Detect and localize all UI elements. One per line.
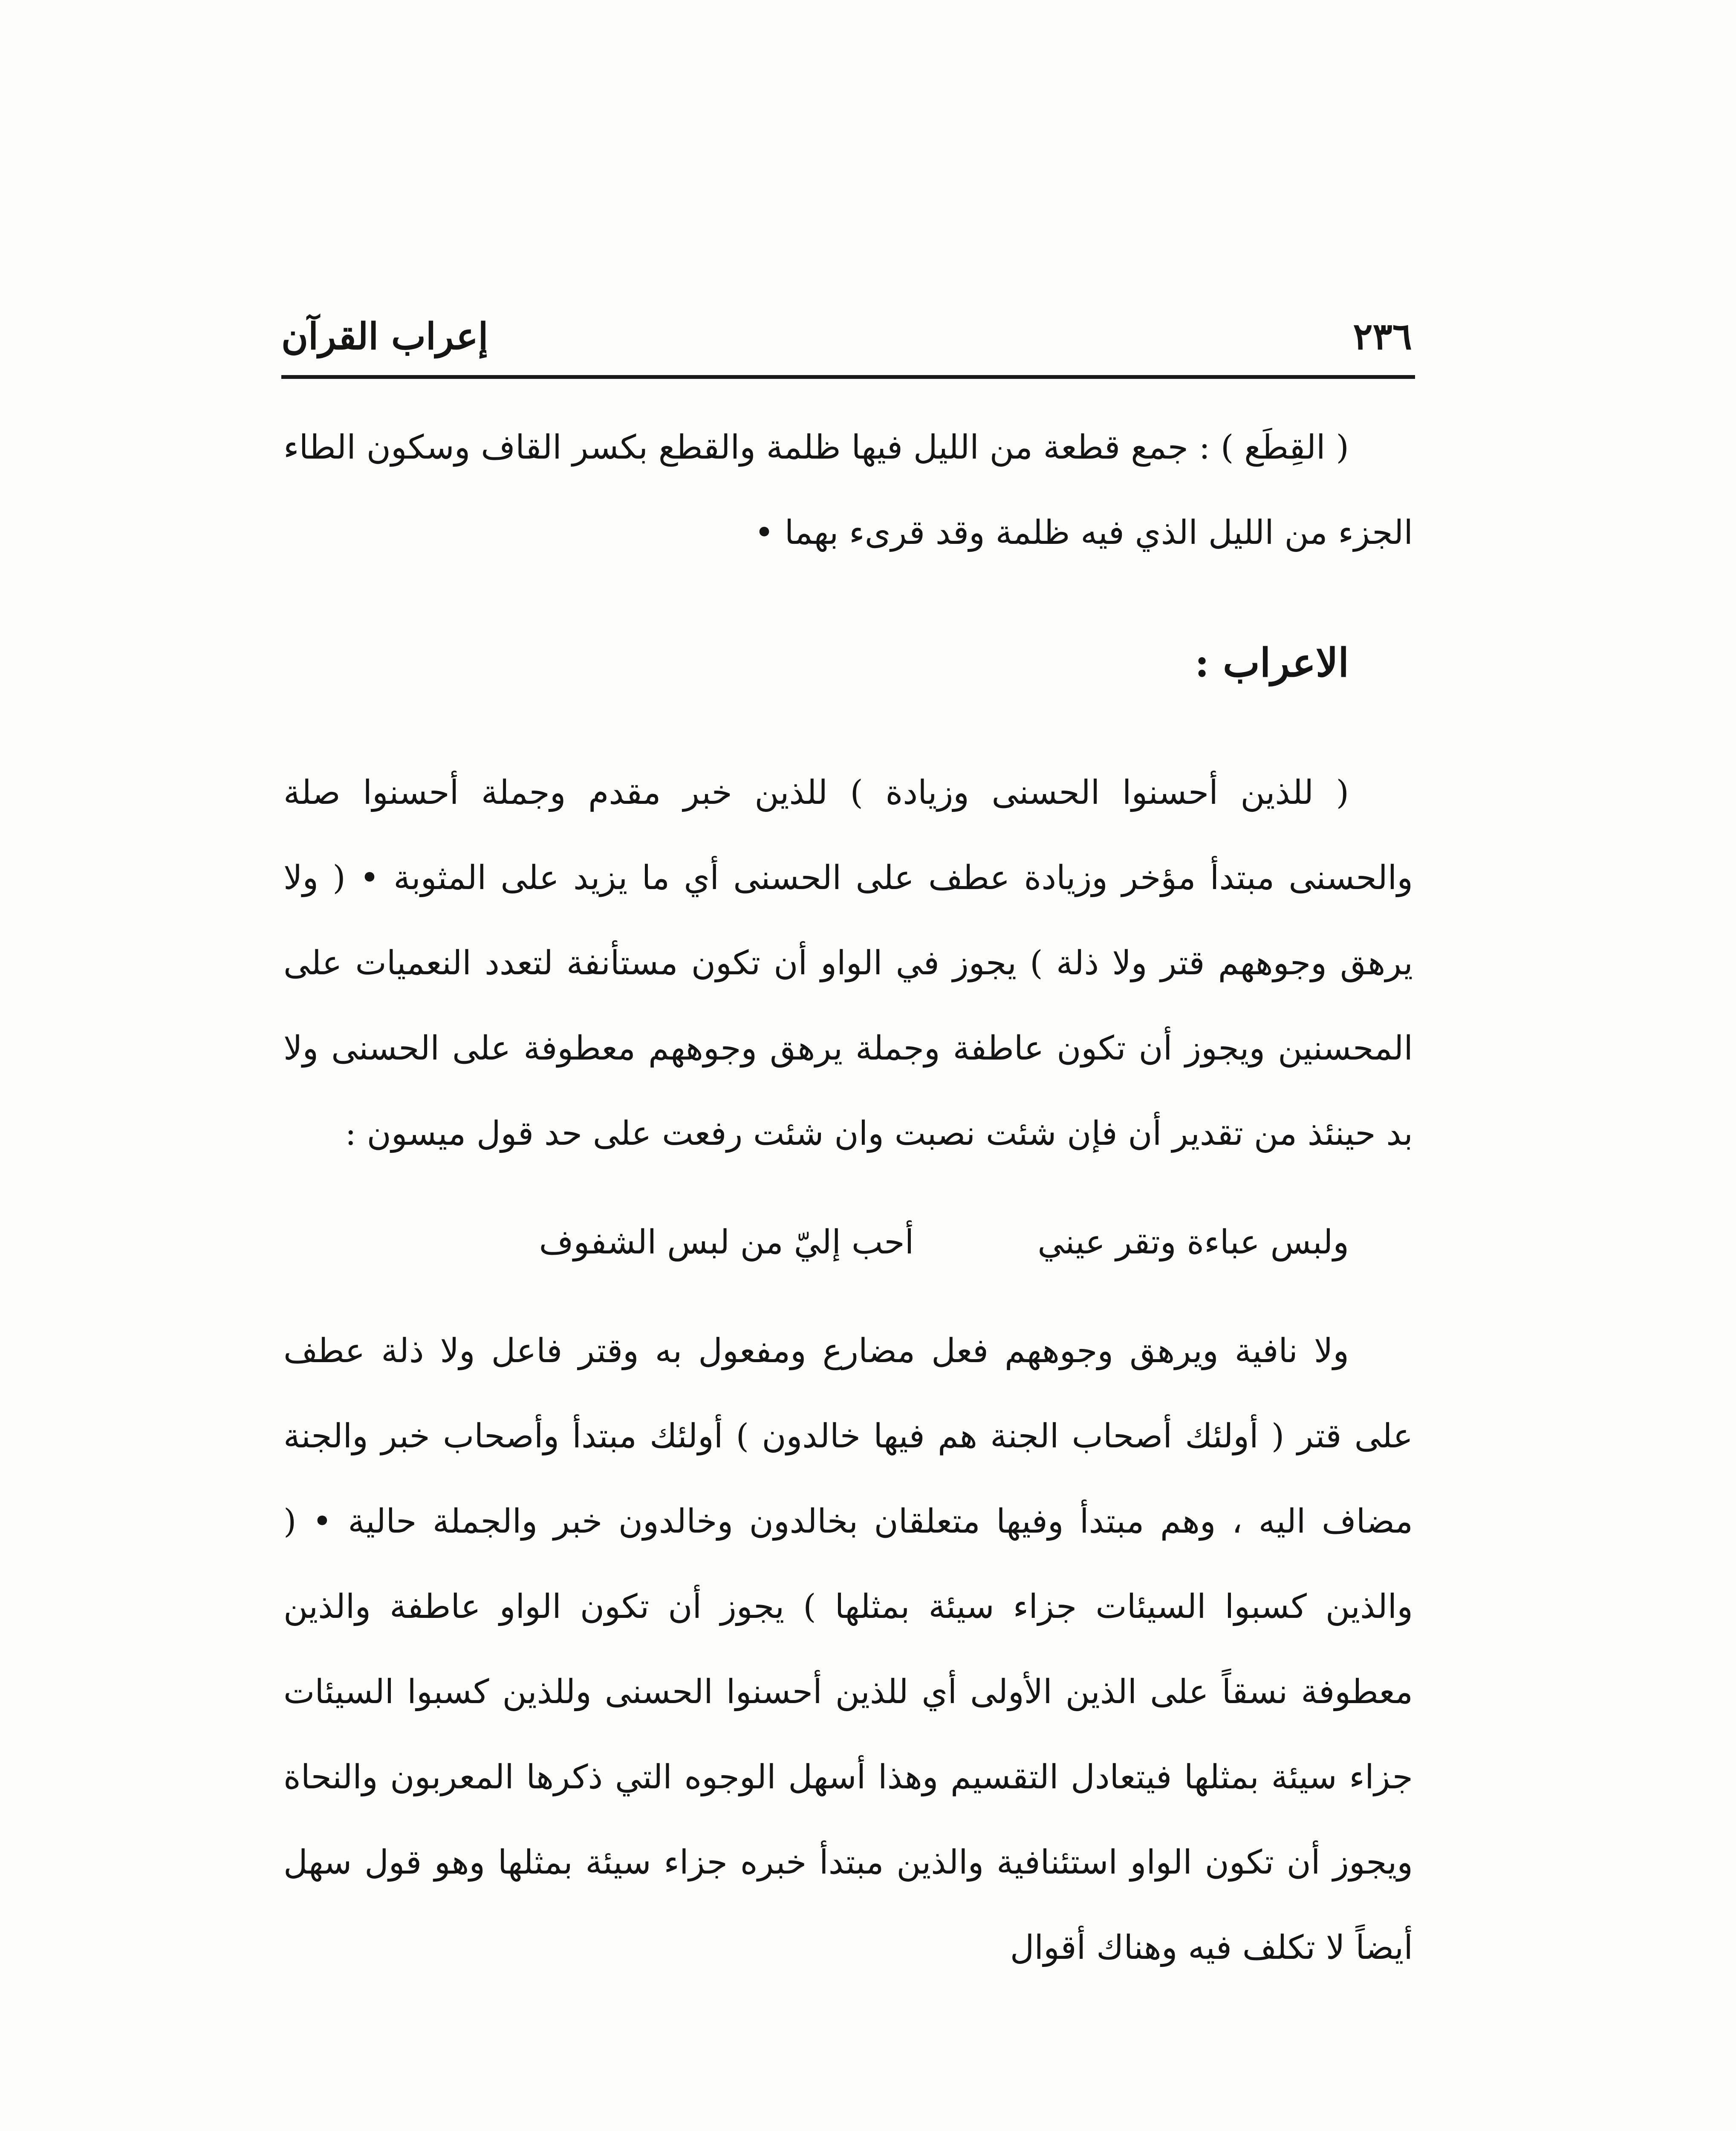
header-divider — [281, 375, 1415, 379]
page-number: ٢٣٦ — [1353, 315, 1412, 358]
verse-second-hemistich: أحب إليّ من لبس الشفوف — [539, 1223, 914, 1262]
parsing-paragraph-1: ( للذين أحسنوا الحسنى وزيادة ) للذين خبر مقدم وجملة أحسنوا صلة والحسنى مبتدأ مؤخر وزيادة عطف على الحسنى أي ما يزيد على المثوبة • ( ولا يرهق وجوههم قتر ولا ذلة ) يجوز في الواو أن تكون مستأنفة لتعدد النعميات على المحسنين ويجوز أن تكون عاطفة وجملة يرهق وجوههم معطوفة على الحسنى ولا بد حينئذ من تقدير أن فإن شئت نصبت وان شئت رفعت على حد قول ميسون : — [283, 774, 1413, 1153]
page-body — [283, 405, 1413, 1990]
book-title: إعراب القرآن — [281, 315, 488, 358]
vocabulary-paragraph: ( القِطَع ) : جمع قطعة من الليل فيها ظلمة والقطع بكسر القاف وسكون الطاء الجزء من الليل الذي فيه ظلمة وقد قرىء بهما • — [283, 428, 1413, 552]
running-header — [281, 298, 1412, 358]
parsing-paragraph-2: ولا نافية ويرهق وجوههم فعل مضارع ومفعول به وقتر فاعل ولا ذلة عطف على قتر ( أولئك أصحاب الجنة هم فيها خالدون ) أولئك مبتدأ وأصحاب خبر والجنة مضاف اليه ، وهم مبتدأ وفيها متعلقان بخالدون وخالدون خبر والجملة حالية • ( والذين كسبوا السيئات جزاء سيئة بمثلها ) يجوز أن تكون الواو عاطفة والذين معطوفة نسقاً على الذين الأولى أي للذين أحسنوا الحسنى وللذين كسبوا السيئات جزاء سيئة بمثلها فيتعادل التقسيم وهذا أسهل الوجوه التي ذكرها المعربون والنحاة ويجوز أن تكون الواو استئنافية والذين مبتدأ خبره جزاء سيئة بمثلها وهو قول سهل أيضاً لا تكلف فيه وهناك أقوال — [283, 1332, 1413, 1967]
verse-first-hemistich: ولبس عباءة وتقر عيني — [1037, 1223, 1349, 1262]
section-heading: الاعراب : — [1195, 640, 1349, 686]
poetry-verse — [283, 1200, 1413, 1285]
